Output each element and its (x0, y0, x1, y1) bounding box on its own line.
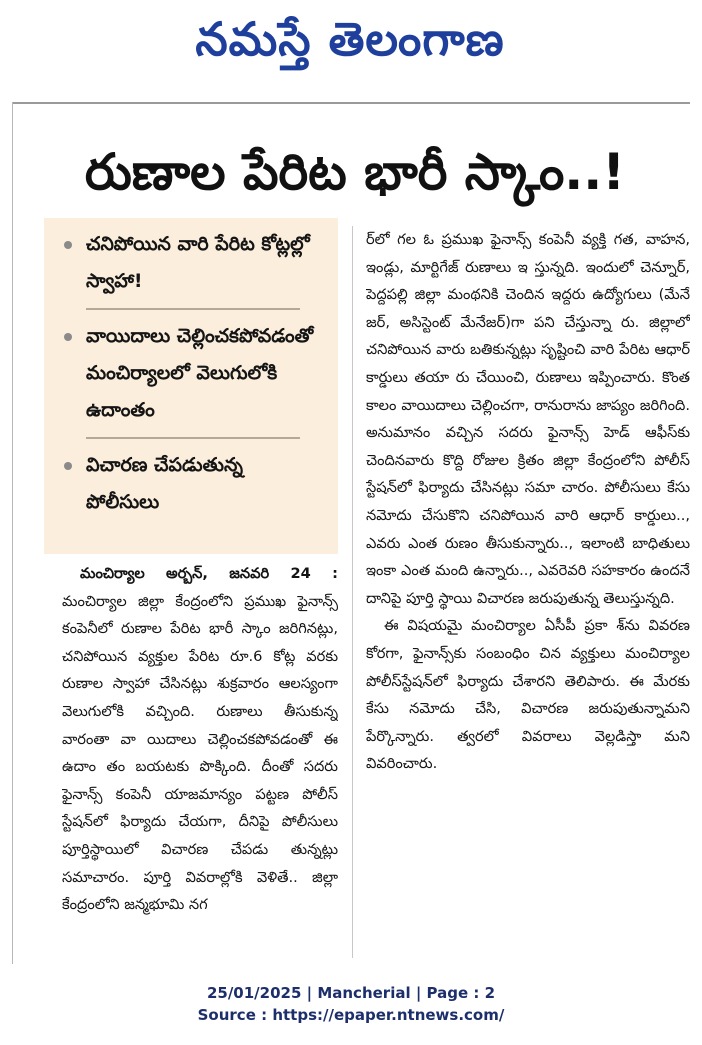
left-border-line (12, 102, 13, 964)
article-paragraph: ర్‌లో గల ఓ ప్రముఖ ఫైనాన్స్‌ కంపెనీ వ్యక్తి గత, వాహన, ఇండ్లు, మార్టిగేజ్‌ రుణాలు ఇ స్తున్నది. ఇందులో చెన్నూర్‌, పెద్దపల్లి జిల్లా మంథనికి చెందిన ఇద్దరు ఉద్యోగులు (మేనే జర్‌, అసిస్టెంట్‌ మేనేజర్‌)గా పని చేస్తున్నా రు. జిల్లాలో చనిపోయిన వారు బతికున్నట్లు సృష్టించి వారి పేరిట ఆధార్‌ కార్డులు తయా రు చేయించి, రుణాలు ఇప్పించారు. కొంత కాలం వాయిదాలు చెల్లించగా, రానురాను జాప్యం జరిగింది. అనుమానం వచ్చిన సదరు ఫైనాన్స్‌ హెడ్‌ ఆఫీస్‌కు చెందినవారు కొద్ది రోజుల క్రితం జిల్లా కేంద్రంలోని పోలీస్‌ స్టేషన్‌లో ఫిర్యాదు చేసినట్లు సమా చారం. పోలీసులు కేసు నమోదు చేసుకొని చనిపోయిన వారి ఆధార్‌ కార్డులు.., ఎవరు ఎంత రుణం తీసుకున్నారు.., ఇలాంటి బాధితులు ఇంకా ఎంత మంది ఉన్నారు.., ఎవరెవరి సహకారం ఉందనే దానిపై పూర్తి స్థాయి విచారణ జరుపుతున్న తెలుస్తున్నది. (366, 231, 690, 607)
highlight-item (58, 318, 322, 429)
highlight-item (58, 447, 322, 521)
article-paragraph: ఈ విషయమై మంచిర్యాల ఏసీపీ ప్రకా శ్‌ను వివరణ కోరగా, ఫైనాన్స్‌కు సంబంధిం చిన వ్యక్తులు మంచిర్యాల పోలీస్‌స్టేషన్‌లో ఫిర్యాదు చేశారని తెలిపారు. ఈ మేరకు కేసు నమోదు చేసి, విచారణ జరుపుతున్నామని పేర్కొన్నారు. త్వరలో వివరాలు వెల్లడిస్తా మని వివరించారు. (366, 617, 690, 773)
headline: రుణాల పేరిట భారీ స్కాం..! (84, 143, 626, 201)
article-text: మంచిర్యాల జిల్లా కేంద్రంలోని ప్రముఖ ఫైనాన్స్‌ కంపెనీలో రుణాల పేరిట భారీ స్కాం జరిగినట్లు, చనిపోయిన వ్యక్తుల పేరిట రూ.6 కోట్ల వరకు రుణాల స్వాహా చేసినట్లు శుక్రవారం ఆలస్యంగా వెలుగులోకి వచ్చింది. రుణాలు తీసుకున్న వారంతా వా యిదాలు చెల్లించకపోవడంతో ఈ ఉదాం తం బయటకు పొక్కింది. దీంతో సదరు ఫైనాన్స్‌ కంపెనీ యాజమాన్యం పట్టణ పోలీస్‌ స్టేషన్‌లో ఫిర్యాదు చేయగా, దీనిపై పోలీసులు పూర్తిస్థాయిలో విచారణ చేపడు తున్నట్లు సమాచారం. పూర్తి వివరాల్లోకి వెళితే.. జిల్లా కేంద్రంలోని జన్మభూమి నగ (62, 592, 338, 914)
bullet-dot-icon (64, 462, 72, 470)
footer-publication-info: 25/01/2025 | Mancherial | Page : 2 (206, 984, 496, 1002)
article-column-left (62, 560, 338, 955)
highlight-divider (86, 308, 300, 310)
highlight-text: వాయిదాలు చెల్లించకపోవడంతో మంచిర్యాలలో వెలుగులోకి ఉదాంతం (86, 325, 314, 421)
dateline: మంచిర్యాల అర్బన్‌, జనవరి 24 : (80, 565, 338, 582)
highlight-text: విచారణ చేపడుతున్న పోలీసులు (86, 454, 243, 513)
column-divider (352, 226, 353, 958)
highlight-item (58, 226, 322, 300)
masthead-logo: నమస్తే తెలంగాణ (195, 12, 505, 66)
article-column-right (366, 226, 690, 956)
article-paragraph (62, 560, 338, 919)
highlight-divider (86, 437, 300, 439)
footer-source-link[interactable]: Source : https://epaper.ntnews.com/ (197, 1006, 505, 1024)
bullet-dot-icon (64, 241, 72, 249)
highlights-box (44, 218, 338, 554)
bullet-dot-icon (64, 333, 72, 341)
top-divider (12, 102, 690, 104)
highlight-text: చనిపోయిన వారి పేరిట కోట్లల్లో స్వాహా! (86, 233, 310, 292)
